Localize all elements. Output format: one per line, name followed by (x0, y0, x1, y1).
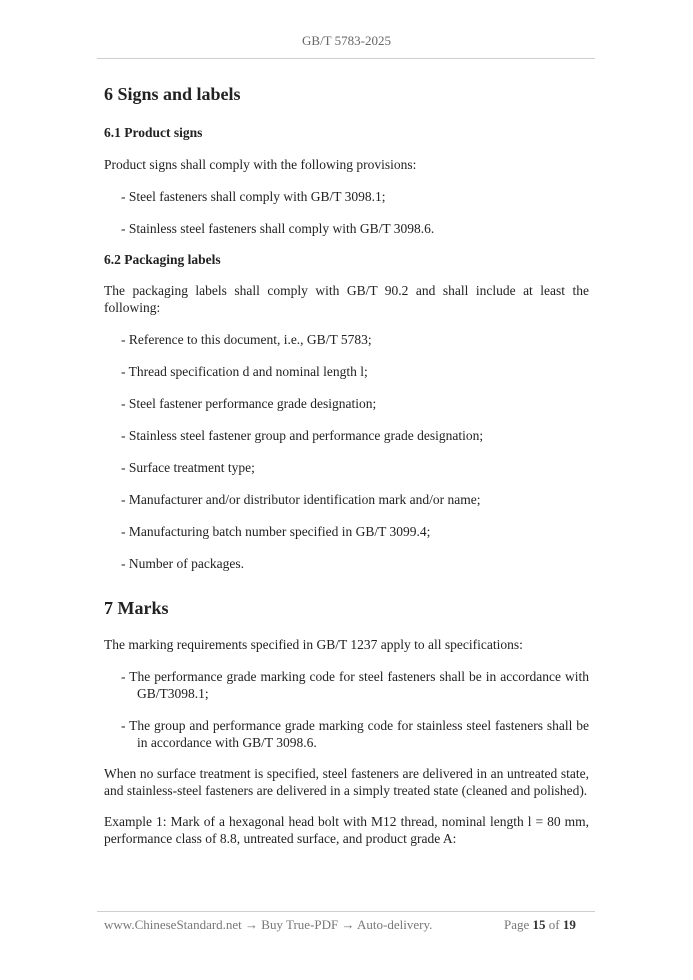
page-header: GB/T 5783-2025 (302, 33, 391, 48)
footer-link[interactable]: www.ChineseStandard.net → Buy True-PDF → Auto-delivery. (104, 917, 433, 932)
list-item: - The performance grade marking code for steel fasteners shall be in accordance with GB/T3098.1; (121, 669, 589, 701)
list-item: - Stainless steel fasteners shall comply with GB/T 3098.6. (121, 221, 435, 236)
page-label: Page (504, 917, 530, 932)
current-page: 15 (532, 917, 546, 932)
subsection-6-1-title: 6.1 Product signs (104, 125, 203, 140)
page-number (504, 917, 576, 933)
section-7-title: 7 Marks (104, 598, 169, 618)
list-item: - Number of packages. (121, 556, 244, 571)
of-label: of (548, 917, 560, 932)
list-item: - Thread specification d and nominal length l; (121, 364, 368, 379)
list-item: - Steel fasteners shall comply with GB/T 3098.1; (121, 189, 386, 204)
list-item: - Surface treatment type; (121, 460, 255, 475)
list-item: - Manufacturer and/or distributor identification mark and/or name; (121, 492, 481, 507)
section-6-title: 6 Signs and labels (104, 84, 241, 104)
list-item: - Reference to this document, i.e., GB/T 5783; (121, 332, 372, 347)
list-item: - Steel fastener performance grade designation; (121, 396, 377, 411)
page-content (104, 80, 589, 847)
subsection-6-1-intro: Product signs shall comply with the following provisions: (104, 157, 417, 172)
section-7-intro: The marking requirements specified in GB/T 1237 apply to all specifications: (104, 637, 523, 652)
section-7-paragraph: When no surface treatment is specified, steel fasteners are delivered in an untreated state, and stainless-steel fasteners are delivered in a simply treated state (cleaned and polished). (104, 766, 589, 798)
footer-divider (97, 911, 595, 912)
example-1-text: Example 1: Mark of a hexagonal head bolt with M12 thread, nominal length l = 80 mm, performance class of 8.8, untreated surface, and product grade A: (104, 814, 589, 846)
subsection-6-2-intro: The packaging labels shall comply with GB/T 90.2 and shall include at least the following: (104, 283, 589, 315)
list-item: - The group and performance grade marking code for stainless steel fasteners shall be in accordance with GB/T 3098.6. (121, 718, 589, 750)
subsection-6-2-title: 6.2 Packaging labels (104, 252, 221, 267)
header-divider (97, 58, 595, 59)
list-item: - Manufacturing batch number specified in GB/T 3099.4; (121, 524, 431, 539)
list-item: - Stainless steel fastener group and performance grade designation; (121, 428, 484, 443)
total-pages: 19 (562, 917, 576, 932)
